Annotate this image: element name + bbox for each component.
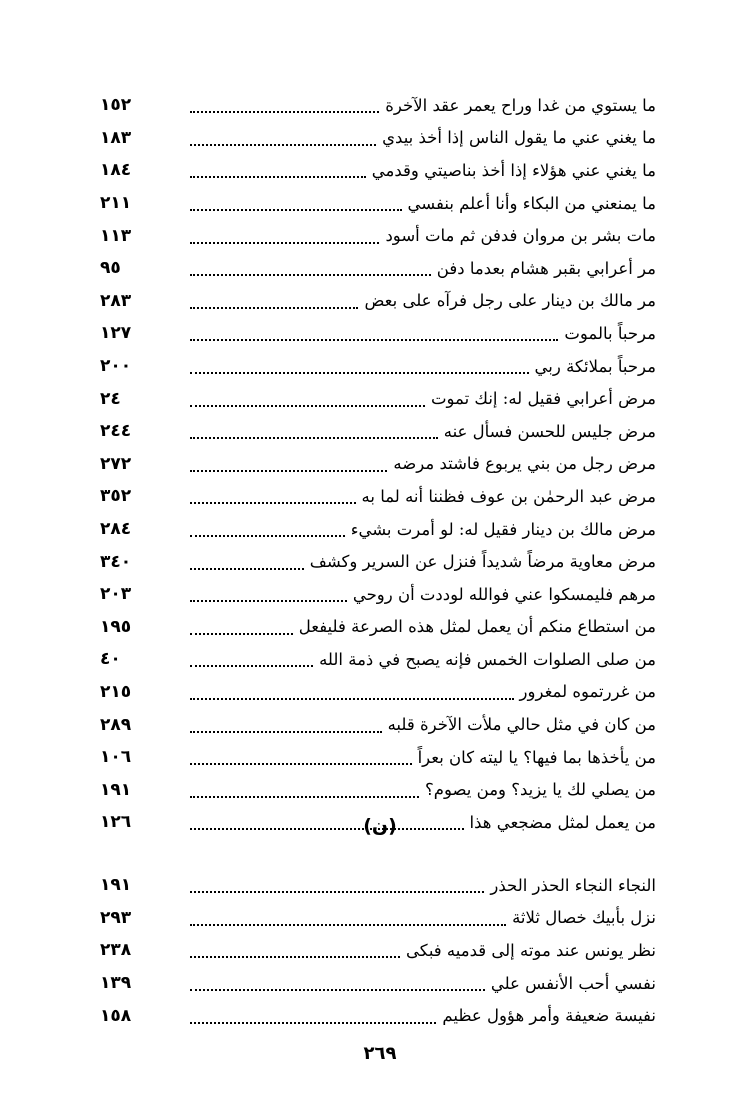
index-entry (100, 219, 656, 252)
leader-dots (190, 354, 529, 374)
index-entry (100, 285, 656, 318)
index-entry (100, 154, 656, 187)
entry-title: من يعمل لمثل مضجعي هذا (469, 812, 656, 832)
index-entry (100, 545, 656, 578)
entry-page-number: ١٥٨ (100, 1005, 132, 1026)
index-entry (100, 382, 656, 415)
leader-dots (190, 873, 484, 893)
leader-dots (190, 680, 514, 700)
leader-dots (190, 419, 438, 439)
entry-page-number: ٣٤٠ (100, 551, 132, 572)
entry-title: مرحباً بالموت (564, 323, 656, 343)
entry-page-number: ٢٤٤ (100, 421, 132, 442)
leader-dots (190, 158, 366, 178)
leader-dots (190, 971, 485, 991)
index-entry (100, 643, 656, 676)
entry-title: ما يمنعني من البكاء وأنا أعلم بنفسي (407, 193, 656, 213)
index-entry (100, 513, 656, 546)
index-entry (100, 869, 656, 902)
entry-title: مرض معاوية مرضاً شديداً فنزل عن السرير وكشف (309, 552, 656, 572)
index-entry (100, 934, 656, 967)
entry-page-number: ٢٠٣ (100, 584, 132, 605)
index-entry (100, 317, 656, 350)
entry-title: نظر يونس عند موته إلى قدميه فبكى (405, 940, 656, 960)
entry-page-number: ١٩١ (100, 875, 132, 896)
entry-title: من يصلي لك يا يزيد؟ ومن يصوم؟ (424, 780, 656, 800)
leader-dots (190, 191, 402, 211)
entry-title: مرحباً بملائكة ربي (534, 356, 656, 376)
entry-title: ما يغني عني ما يقول الناس إذا أخذ بيدي (382, 128, 656, 148)
index-list-mim (100, 89, 656, 839)
entry-title: مرض جليس للحسن فسأل عنه (443, 421, 656, 441)
entry-title: مرض عبد الرحمٰن بن عوف فظننا أنه لما به (361, 486, 656, 506)
entry-title: مرض رجل من بني يربوع فاشتد مرضه (393, 454, 656, 474)
leader-dots (190, 615, 293, 635)
index-entry (100, 187, 656, 220)
leader-dots (190, 647, 313, 667)
leader-dots (190, 93, 379, 113)
entry-title: ما يغني عني هؤلاء إذا أخذ بناصيتي وقدمي (371, 160, 656, 180)
index-entry (100, 741, 656, 774)
leader-dots (190, 713, 382, 733)
leader-dots (190, 321, 558, 341)
entry-title: نفيسة ضعيفة وأمر هؤول عظيم (442, 1006, 656, 1026)
index-entry (100, 448, 656, 481)
index-entry (100, 773, 656, 806)
index-entry (100, 252, 656, 285)
entry-title: مر مالك بن دينار على رجل فرآه على بعض (364, 291, 656, 311)
entry-title: مات بشر بن مروان فدفن ثم مات أسود (385, 226, 656, 246)
entry-page-number: ١٣٩ (100, 973, 132, 994)
leader-dots (190, 550, 304, 570)
leader-dots (190, 387, 425, 407)
index-entry (100, 967, 656, 1000)
entry-title: مرهم فليمسكوا عني فوالله لوددت أن روحي (352, 584, 656, 604)
index-list-nun (100, 869, 656, 1032)
entry-title: نزل بأبيك خصال ثلاثة (512, 908, 656, 928)
entry-page-number: ٢٧٢ (100, 453, 132, 474)
entry-title: النجاء النجاء الحذر الحذر (490, 875, 656, 895)
index-entry (100, 902, 656, 935)
index-entry (100, 708, 656, 741)
entry-page-number: ١٨٣ (100, 127, 132, 148)
index-entry (100, 578, 656, 611)
leader-dots (190, 1004, 436, 1024)
entry-title: من صلى الصلوات الخمس فإنه يصبح في ذمة الله (319, 649, 656, 669)
entry-title: من استطاع منكم أن يعمل لمثل هذه الصرعة فليفعل (298, 617, 656, 637)
index-entry (100, 676, 656, 709)
index-entry (100, 999, 656, 1032)
entry-page-number: ٢٨٩ (100, 714, 132, 735)
index-entry (100, 480, 656, 513)
index-entry (100, 415, 656, 448)
entry-title: مرض أعرابي فقيل له: إنك تموت (431, 389, 656, 409)
entry-page-number: ٢١٥ (100, 681, 132, 702)
entry-page-number: ١٠٦ (100, 747, 132, 768)
entry-page-number: ٤٠ (100, 649, 121, 670)
index-entry (100, 611, 656, 644)
entry-title: من يأخذها بما فيها؟ يا ليته كان بعراً (417, 747, 656, 767)
leader-dots (190, 582, 347, 602)
entry-title: ما يستوي من غدا وراح يعمر عقد الآخرة (385, 95, 656, 115)
entry-title: من كان في مثل حالي ملأت الآخرة قلبه (387, 715, 656, 735)
entry-page-number: ٣٥٢ (100, 486, 132, 507)
leader-dots (190, 938, 400, 958)
leader-dots (190, 778, 419, 798)
entry-page-number: ١٩٥ (100, 616, 132, 637)
leader-dots (190, 126, 376, 146)
entry-page-number: ١٢٧ (100, 323, 132, 344)
leader-dots (190, 289, 358, 309)
entry-page-number: ٢٨٤ (100, 519, 132, 540)
index-entry (100, 89, 656, 122)
leader-dots (190, 484, 356, 504)
entry-page-number: ١٥٢ (100, 95, 132, 116)
index-entry (100, 350, 656, 383)
entry-title: مر أعرابي بقبر هشام بعدما دفن (436, 258, 656, 278)
leader-dots (190, 745, 412, 765)
leader-dots (190, 906, 506, 926)
entry-page-number: ١٢٦ (100, 812, 132, 833)
entry-title: نفسي أحب الأنفس علي (490, 973, 656, 993)
entry-page-number: ١٨٤ (100, 160, 132, 181)
entry-page-number: ٢٨٣ (100, 290, 132, 311)
leader-dots (190, 452, 387, 472)
section-heading-nun: (ن) (363, 815, 397, 837)
leader-dots (190, 517, 345, 537)
entry-title: من غررتموه لمغرور (519, 682, 656, 702)
entry-page-number: ٢٤ (100, 388, 121, 409)
page-number: ٢٦٩ (363, 1043, 397, 1064)
entry-page-number: ٢٠٠ (100, 356, 132, 377)
entry-page-number: ٩٥ (100, 258, 121, 279)
leader-dots (190, 256, 431, 276)
entry-page-number: ٢٩٣ (100, 907, 132, 928)
entry-title: مرض مالك بن دينار فقيل له: لو أمرت بشيء (350, 519, 656, 539)
leader-dots (190, 224, 379, 244)
entry-page-number: ٢١١ (100, 193, 132, 214)
entry-page-number: ١١٣ (100, 225, 132, 246)
entry-page-number: ٢٣٨ (100, 940, 132, 961)
index-entry (100, 122, 656, 155)
entry-page-number: ١٩١ (100, 779, 132, 800)
